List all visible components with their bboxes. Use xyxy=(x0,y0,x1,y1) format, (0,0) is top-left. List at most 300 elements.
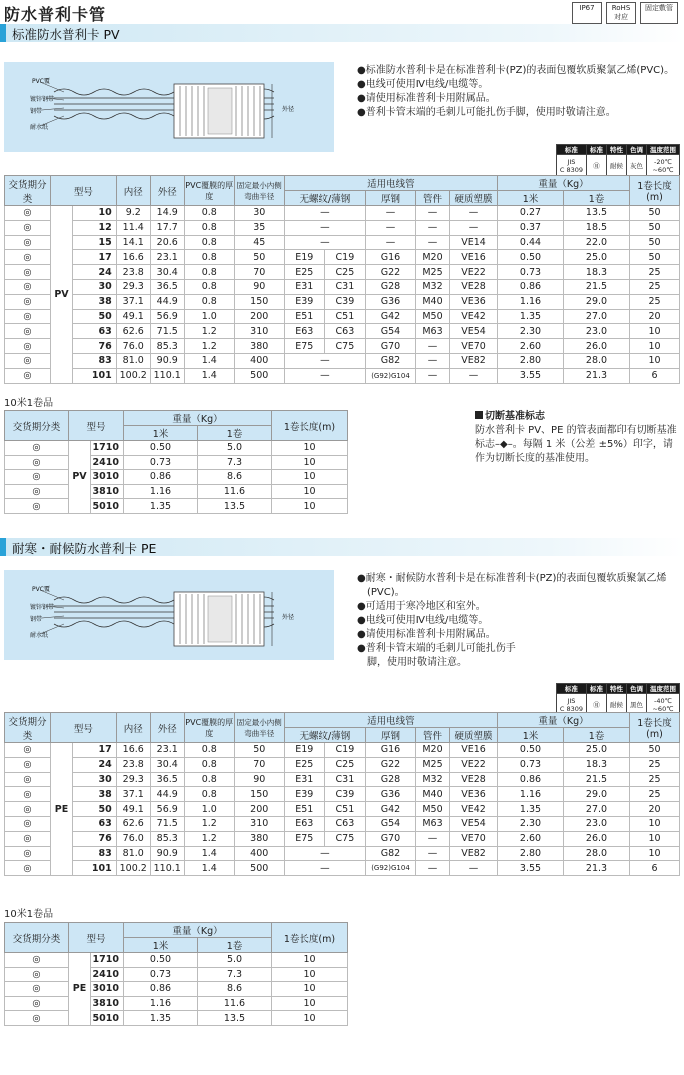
table-cell: 56.9 xyxy=(150,309,184,324)
th-roll-length: 1卷长度(m) xyxy=(630,713,680,743)
table-cell: 7.3 xyxy=(198,967,272,982)
table-cell: 36.5 xyxy=(150,279,184,294)
th-rigid: 硬质塑膜 xyxy=(450,191,498,206)
table-cell: G36 xyxy=(366,787,416,802)
table-cell: 1.2 xyxy=(184,324,234,339)
table-cell: 3.55 xyxy=(498,368,564,383)
table-cell: 17.7 xyxy=(150,220,184,235)
table-cell: 310 xyxy=(234,816,284,831)
table-cell: 1.0 xyxy=(184,802,234,817)
table-cell: — xyxy=(366,206,416,221)
table-cell: 2.30 xyxy=(498,816,564,831)
th-conduit: 适用电线管 xyxy=(284,713,497,728)
th-fitting: 管件 xyxy=(416,728,450,743)
table-cell: 5010 xyxy=(91,499,124,514)
spec-value: -20℃ ~60℃ xyxy=(647,155,680,177)
table-cell: 100.2 xyxy=(116,861,150,876)
th-bend-radius: 固定最小内侧弯曲半径 xyxy=(234,176,284,206)
table-cell: 1.16 xyxy=(124,484,198,499)
table-cell: 50 xyxy=(630,250,680,265)
table-cell: 25.0 xyxy=(564,250,630,265)
table-cell: VE28 xyxy=(450,279,498,294)
table-cell: 50 xyxy=(73,309,117,324)
spec-value: -40℃ ~60℃ xyxy=(647,694,680,716)
table-cell: VE14 xyxy=(450,235,498,250)
table-cell: 3810 xyxy=(91,484,124,499)
table-row xyxy=(5,861,680,876)
table-cell: 0.8 xyxy=(184,279,234,294)
table-cell: G22 xyxy=(366,265,416,280)
table-cell: 76 xyxy=(73,339,117,354)
table-cell: — xyxy=(416,861,450,876)
table-cell: 150 xyxy=(234,787,284,802)
th-per-meter: 1米 xyxy=(124,426,198,441)
table-cell: 62.6 xyxy=(116,324,150,339)
table-cell: E19 xyxy=(284,743,324,758)
table-cell: 63 xyxy=(73,324,117,339)
table-cell: E25 xyxy=(284,265,324,280)
table-cell: — xyxy=(284,220,365,235)
spec-header: 特性 xyxy=(607,684,627,694)
table-cell: C63 xyxy=(324,816,365,831)
table-cell: 63 xyxy=(73,816,117,831)
table-cell: G28 xyxy=(366,772,416,787)
table-cell: — xyxy=(416,339,450,354)
table-cell: 0.86 xyxy=(498,772,564,787)
table-cell: 0.8 xyxy=(184,743,234,758)
table-cell: 2410 xyxy=(91,455,124,470)
pe-diagram xyxy=(4,570,334,660)
table-cell: M25 xyxy=(416,265,450,280)
th-per-roll: 1卷 xyxy=(564,728,630,743)
table-cell: ◎ xyxy=(5,861,51,876)
table-cell: 1.35 xyxy=(498,802,564,817)
table-cell: 8.6 xyxy=(198,470,272,485)
table-cell: 28.0 xyxy=(564,846,630,861)
table-row xyxy=(5,743,680,758)
table-cell: M40 xyxy=(416,294,450,309)
spec-header: 温度范围 xyxy=(647,145,680,155)
spec-value: JIS C 8309 xyxy=(556,694,586,716)
table-cell: M32 xyxy=(416,279,450,294)
table-cell: 38 xyxy=(73,294,117,309)
table-cell: ◎ xyxy=(5,831,51,846)
table-cell: VE22 xyxy=(450,757,498,772)
pv-bullet: ●普利卡管末端的毛刺儿可能扎伤手脚，使用时敬请注意。 xyxy=(357,107,616,118)
table-row xyxy=(5,967,348,982)
table-cell: 30.4 xyxy=(150,757,184,772)
table-cell: ◎ xyxy=(5,1011,69,1026)
spec-header: 色调 xyxy=(627,684,647,694)
table-cell: M63 xyxy=(416,324,450,339)
zinc-steel-label: 镀锌钢带 xyxy=(30,96,55,103)
spec-header: 特性 xyxy=(607,145,627,155)
table-cell: 0.8 xyxy=(184,235,234,250)
table-row xyxy=(5,1011,348,1026)
table-cell: 30 xyxy=(73,279,117,294)
table-cell: 83 xyxy=(73,353,117,368)
table-cell: 1.4 xyxy=(184,861,234,876)
table-cell: M63 xyxy=(416,816,450,831)
spec-value: 黑色 xyxy=(627,694,647,716)
table-row xyxy=(5,772,680,787)
th-per-roll: 1卷 xyxy=(198,426,272,441)
spec-header: 温度范围 xyxy=(647,684,680,694)
table-cell: 101 xyxy=(73,368,117,383)
steel-band-label: 钢带 xyxy=(30,108,43,115)
table-cell: 200 xyxy=(234,309,284,324)
waterproof-paper-label: 耐水纸 xyxy=(30,124,49,131)
table-cell: ◎ xyxy=(5,802,51,817)
table-cell: 50 xyxy=(630,235,680,250)
table-cell: 21.5 xyxy=(564,279,630,294)
table-row xyxy=(5,279,680,294)
table-cell: 400 xyxy=(234,846,284,861)
page-title: 防水普利卡管 xyxy=(4,5,107,24)
table-cell: — xyxy=(416,235,450,250)
pv-bullet: ●请使用标准普利卡用附属品。 xyxy=(357,93,496,104)
table-cell: 26.0 xyxy=(564,831,630,846)
table-cell: VE16 xyxy=(450,250,498,265)
table-cell: 1.16 xyxy=(124,996,198,1011)
table-row xyxy=(5,250,680,265)
spec-value: JIS C 8309 xyxy=(556,155,586,177)
table-cell: 100.2 xyxy=(116,368,150,383)
table-cell: — xyxy=(450,368,498,383)
table-cell: 22.0 xyxy=(564,235,630,250)
table-cell: E19 xyxy=(284,250,324,265)
table-cell: 6 xyxy=(630,368,680,383)
pe-bullet: ●请使用标准普利卡用附属品。 xyxy=(357,629,496,640)
table-cell: G28 xyxy=(366,279,416,294)
table-cell: 16.6 xyxy=(116,743,150,758)
th-roll-length: 1卷长度(m) xyxy=(272,923,348,953)
spec-value: ㊊ xyxy=(587,155,607,177)
table-cell: M32 xyxy=(416,772,450,787)
table-cell: 14.1 xyxy=(116,235,150,250)
table-cell: 23.1 xyxy=(150,250,184,265)
table-cell: 13.5 xyxy=(198,1011,272,1026)
table-cell: 8.6 xyxy=(198,982,272,997)
table-row xyxy=(5,220,680,235)
table-cell: 20 xyxy=(630,309,680,324)
table-cell: — xyxy=(416,206,450,221)
pe-roll-title: 10米1卷品 xyxy=(4,909,54,920)
table-cell: 5.0 xyxy=(198,441,272,456)
table-cell: 23.8 xyxy=(116,757,150,772)
table-cell: G16 xyxy=(366,743,416,758)
table-cell: 85.3 xyxy=(150,339,184,354)
table-cell: 90 xyxy=(234,279,284,294)
table-cell: 50 xyxy=(630,220,680,235)
table-cell: 37.1 xyxy=(116,294,150,309)
table-cell: 25 xyxy=(630,757,680,772)
table-cell: 25 xyxy=(630,294,680,309)
table-row xyxy=(5,294,680,309)
pv-spec-main-table xyxy=(4,175,680,384)
table-row xyxy=(5,757,680,772)
th-per-roll: 1卷 xyxy=(198,938,272,953)
table-cell: ◎ xyxy=(5,265,51,280)
th-thread: 无螺纹/薄钢 xyxy=(284,728,365,743)
table-cell: 10 xyxy=(630,816,680,831)
table-cell: 10 xyxy=(73,206,117,221)
th-roll-length: 1卷长度(m) xyxy=(630,176,680,206)
spec-value: 耐候 xyxy=(607,694,627,716)
table-cell: 0.8 xyxy=(184,250,234,265)
table-row xyxy=(5,831,680,846)
cut-marker-text: 防水普利卡 PV、PE 的管表面都印有切断基准标志–◆–。每隔 1 米（公差 ±5%）印字，请作为切断长度的基准使用。 xyxy=(475,425,677,464)
table-cell: ◎ xyxy=(5,441,69,456)
pe-bullets xyxy=(357,572,682,670)
table-cell: 0.44 xyxy=(498,235,564,250)
table-row xyxy=(5,484,348,499)
table-cell: 10 xyxy=(272,996,348,1011)
table-cell: 310 xyxy=(234,324,284,339)
pe-heading: 耐寒・耐候防水普利卡 PE xyxy=(12,541,157,556)
table-cell: 1710 xyxy=(91,441,124,456)
table-cell: 0.73 xyxy=(498,265,564,280)
table-cell: 1.35 xyxy=(498,309,564,324)
table-cell: G70 xyxy=(366,339,416,354)
table-cell: VE28 xyxy=(450,772,498,787)
th-outer: 外径 xyxy=(150,713,184,743)
table-cell: — xyxy=(284,861,365,876)
th-delivery: 交货期分类 xyxy=(5,713,51,743)
table-cell: 12 xyxy=(73,220,117,235)
table-cell: 1.35 xyxy=(124,1011,198,1026)
table-cell: 5.0 xyxy=(198,953,272,968)
table-cell: 30 xyxy=(234,206,284,221)
table-cell: 11.6 xyxy=(198,484,272,499)
table-row xyxy=(5,846,680,861)
pe-section-header xyxy=(0,538,684,556)
table-cell: 24 xyxy=(73,265,117,280)
table-cell: 0.73 xyxy=(124,455,198,470)
table-row xyxy=(5,206,680,221)
table-cell: 2410 xyxy=(91,967,124,982)
table-cell: C75 xyxy=(324,339,365,354)
pe-spec-main-table xyxy=(4,712,680,876)
table-cell: — xyxy=(450,206,498,221)
table-cell: — xyxy=(450,861,498,876)
table-cell: ◎ xyxy=(5,743,51,758)
table-cell: G36 xyxy=(366,294,416,309)
pe-bullet: ●可适用于寒冷地区和室外。 xyxy=(357,601,486,612)
table-cell: 25 xyxy=(630,772,680,787)
pvc-label: PVC覆 xyxy=(32,586,50,593)
table-cell: 24 xyxy=(73,757,117,772)
table-cell: 3.55 xyxy=(498,861,564,876)
th-weight: 重量（Kg） xyxy=(124,923,272,938)
th-inner: 内径 xyxy=(116,176,150,206)
spec-header: 标准 xyxy=(556,684,586,694)
table-cell: 0.50 xyxy=(498,250,564,265)
th-bend-radius: 固定最小内侧弯曲半径 xyxy=(234,713,284,743)
series-label: PE xyxy=(69,953,91,1026)
table-cell: — xyxy=(416,353,450,368)
table-cell: 0.86 xyxy=(498,279,564,294)
table-cell: 23.0 xyxy=(564,816,630,831)
table-cell: 30 xyxy=(73,772,117,787)
table-cell: 28.0 xyxy=(564,353,630,368)
table-cell: 13.5 xyxy=(564,206,630,221)
table-cell: — xyxy=(284,368,365,383)
pv-diagram xyxy=(4,62,334,152)
table-cell: 23.8 xyxy=(116,265,150,280)
table-cell: ◎ xyxy=(5,982,69,997)
table-cell: 3010 xyxy=(91,470,124,485)
th-thick-steel: 厚钢 xyxy=(366,191,416,206)
table-cell: 0.50 xyxy=(124,441,198,456)
table-cell: E51 xyxy=(284,309,324,324)
table-cell: G82 xyxy=(366,353,416,368)
series-label: PV xyxy=(51,206,73,384)
table-cell: 0.8 xyxy=(184,206,234,221)
table-cell: 29.0 xyxy=(564,787,630,802)
table-cell: 0.73 xyxy=(124,967,198,982)
pv-spec-table xyxy=(556,144,680,177)
table-cell: — xyxy=(450,220,498,235)
table-cell: 30.4 xyxy=(150,265,184,280)
pe-bullet: ●耐寒・耐候防水普利卡是在标准普利卡(PZ)的表面包覆软质聚氯乙烯(PVC)。 xyxy=(357,573,667,598)
pv-bullets xyxy=(357,64,682,120)
th-model: 型号 xyxy=(69,411,124,441)
table-cell: — xyxy=(366,220,416,235)
table-cell: 25 xyxy=(630,279,680,294)
table-cell: 26.0 xyxy=(564,339,630,354)
table-cell: 71.5 xyxy=(150,816,184,831)
table-cell: 0.8 xyxy=(184,757,234,772)
table-cell: 0.8 xyxy=(184,265,234,280)
table-cell: 7.3 xyxy=(198,455,272,470)
ip67-badge: IP67 xyxy=(572,2,602,24)
th-weight: 重量（Kg） xyxy=(498,713,630,728)
table-cell: 380 xyxy=(234,831,284,846)
table-cell: 110.1 xyxy=(150,368,184,383)
th-per-meter: 1米 xyxy=(498,191,564,206)
table-cell: 76.0 xyxy=(116,831,150,846)
table-cell: 21.5 xyxy=(564,772,630,787)
table-cell: — xyxy=(416,220,450,235)
table-cell: VE82 xyxy=(450,353,498,368)
table-cell: E63 xyxy=(284,324,324,339)
table-cell: 27.0 xyxy=(564,802,630,817)
table-cell: ◎ xyxy=(5,967,69,982)
table-cell: ◎ xyxy=(5,235,51,250)
table-cell: 25 xyxy=(630,787,680,802)
table-cell: 0.73 xyxy=(498,757,564,772)
table-cell: 90 xyxy=(234,772,284,787)
table-cell: 1.4 xyxy=(184,368,234,383)
cut-marker-note xyxy=(475,410,681,466)
table-cell: VE16 xyxy=(450,743,498,758)
table-cell: ◎ xyxy=(5,772,51,787)
table-cell: ◎ xyxy=(5,470,69,485)
table-cell: ◎ xyxy=(5,996,69,1011)
table-row xyxy=(5,324,680,339)
table-cell: 101 xyxy=(73,861,117,876)
table-cell: 10 xyxy=(630,339,680,354)
table-cell: 70 xyxy=(234,757,284,772)
steel-band-label: 钢带 xyxy=(30,616,43,623)
table-cell: 0.27 xyxy=(498,206,564,221)
table-cell: 25.0 xyxy=(564,743,630,758)
pv-roll-title: 10米1卷品 xyxy=(4,398,54,409)
table-cell: 16.6 xyxy=(116,250,150,265)
pv-heading: 标准防水普利卡 PV xyxy=(12,27,120,42)
th-roll-length: 1卷长度(m) xyxy=(272,411,348,441)
table-cell: 10 xyxy=(272,441,348,456)
table-row xyxy=(5,953,348,968)
table-row xyxy=(5,368,680,383)
table-cell: (G92)G104 xyxy=(366,861,416,876)
table-cell: 37.1 xyxy=(116,787,150,802)
table-cell: ◎ xyxy=(5,787,51,802)
table-cell: 56.9 xyxy=(150,802,184,817)
table-cell: 23.0 xyxy=(564,324,630,339)
outer-diameter-label: 外径 xyxy=(282,614,295,621)
table-cell: 1.4 xyxy=(184,353,234,368)
table-cell: 13.5 xyxy=(198,499,272,514)
th-inner: 内径 xyxy=(116,713,150,743)
table-cell: 50 xyxy=(630,743,680,758)
rohs-badge: RoHS 对应 xyxy=(606,2,636,24)
table-cell: G42 xyxy=(366,802,416,817)
table-cell: 1710 xyxy=(91,953,124,968)
table-cell: VE70 xyxy=(450,339,498,354)
table-cell: — xyxy=(416,368,450,383)
table-cell: 110.1 xyxy=(150,861,184,876)
th-pvc-thickness: PVC覆膜的厚度 xyxy=(184,713,234,743)
table-cell: C19 xyxy=(324,250,365,265)
table-cell: 27.0 xyxy=(564,309,630,324)
table-cell: 90.9 xyxy=(150,353,184,368)
spec-value: 耐候 xyxy=(607,155,627,177)
table-cell: 83 xyxy=(73,846,117,861)
th-delivery: 交货期分类 xyxy=(5,411,69,441)
table-cell: ◎ xyxy=(5,294,51,309)
th-rigid: 硬质塑膜 xyxy=(450,728,498,743)
table-cell: G22 xyxy=(366,757,416,772)
table-cell: 6 xyxy=(630,861,680,876)
table-cell: G42 xyxy=(366,309,416,324)
table-cell: VE42 xyxy=(450,802,498,817)
th-outer: 外径 xyxy=(150,176,184,206)
table-cell: G16 xyxy=(366,250,416,265)
th-conduit: 适用电线管 xyxy=(284,176,497,191)
table-cell: VE42 xyxy=(450,309,498,324)
table-cell: 29.0 xyxy=(564,294,630,309)
table-cell: E51 xyxy=(284,802,324,817)
table-cell: 85.3 xyxy=(150,831,184,846)
table-cell: 62.6 xyxy=(116,816,150,831)
table-row xyxy=(5,441,348,456)
table-cell: 18.3 xyxy=(564,265,630,280)
table-cell: 2.80 xyxy=(498,353,564,368)
th-per-meter: 1米 xyxy=(498,728,564,743)
th-thread: 无螺纹/薄钢 xyxy=(284,191,365,206)
table-cell: ◎ xyxy=(5,250,51,265)
table-cell: 11.4 xyxy=(116,220,150,235)
table-cell: — xyxy=(366,235,416,250)
pv-bullet: ●标准防水普利卡是在标准普利卡(PZ)的表面包覆软质聚氯乙烯(PVC)。 xyxy=(357,65,675,76)
table-cell: 11.6 xyxy=(198,996,272,1011)
pv-section-header xyxy=(0,24,684,42)
table-cell: 23.1 xyxy=(150,743,184,758)
table-cell: ◎ xyxy=(5,816,51,831)
table-row xyxy=(5,982,348,997)
